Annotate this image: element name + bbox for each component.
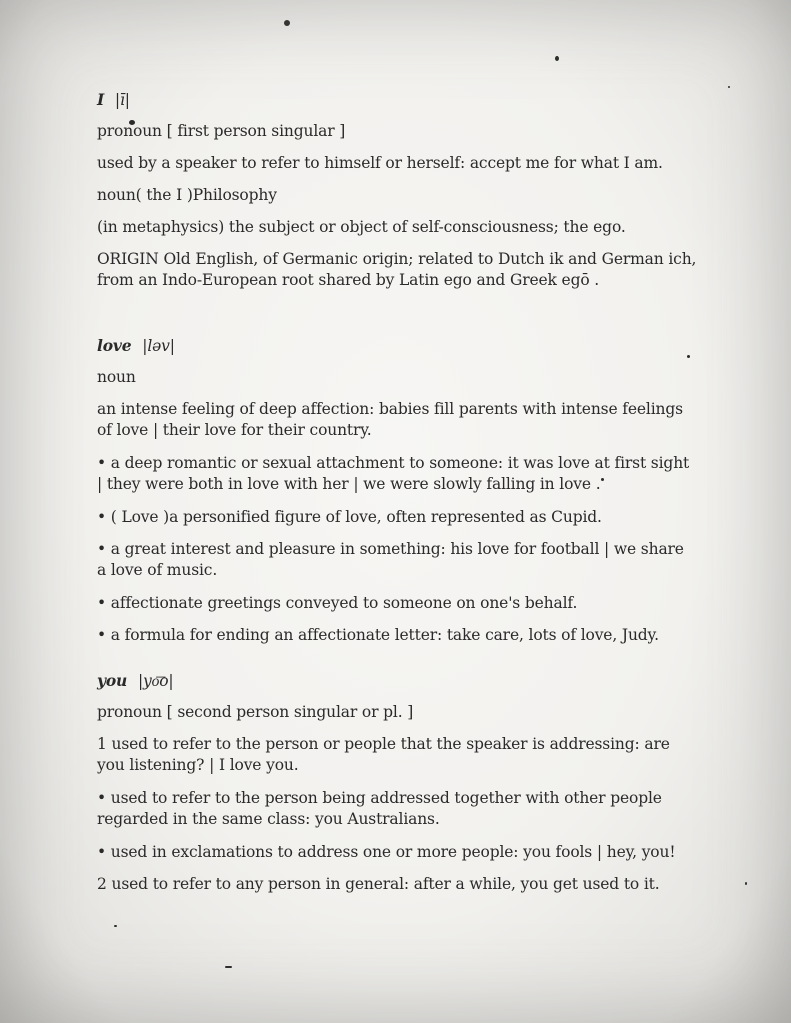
- headword-line-love: [97, 335, 697, 357]
- entry-love-line-1: noun: [97, 368, 136, 386]
- dust-speck: [555, 56, 559, 61]
- headword-line-i: [97, 89, 697, 111]
- entry-love-line-5: • a great interest and pleasure in something: his love for football | we share a love of music.: [97, 540, 684, 579]
- entry-love-line-4: • ( Love )a personified figure of love, often represented as Cupid.: [97, 508, 602, 526]
- dust-speck: [225, 966, 232, 968]
- entry-i-origin: ORIGIN Old English, of Germanic origin; related to Dutch ik and German ich, from an Indo-European root shared by Latin ego and Greek egō .: [97, 250, 697, 289]
- entry-you-line-2: 1 used to refer to the person or people that the speaker is addressing: are you listening? | I love you.: [97, 735, 670, 774]
- headword-line-you: [97, 670, 697, 692]
- entry-you-line-4: • used in exclamations to address one or more people: you fools | hey, you!: [97, 843, 676, 861]
- dust-speck: [114, 925, 117, 927]
- headword-you: you: [97, 671, 128, 690]
- entry-i-line-4: (in metaphysics) the subject or object of self-consciousness; the ego.: [97, 218, 626, 236]
- pronunciation-i: |ī|: [114, 91, 130, 109]
- entry-you-line-5: 2 used to refer to any person in general: after a while, you get used to it.: [97, 875, 660, 893]
- entry-i-line-2: used by a speaker to refer to himself or herself: accept me for what I am.: [97, 154, 663, 172]
- headword-love: love: [97, 336, 132, 355]
- dust-speck: [728, 86, 730, 88]
- dust-speck: [284, 20, 290, 26]
- entry-love-line-6: • affectionate greetings conveyed to someone on one's behalf.: [97, 594, 578, 612]
- headword-i: I: [97, 90, 105, 109]
- pronunciation-you: |yo͞o|: [137, 672, 174, 690]
- entry-i-line-1: pronoun [ first person singular ]: [97, 122, 346, 140]
- pronunciation-love: |ləv|: [142, 337, 175, 355]
- entry-love-line-7: • a formula for ending an affectionate letter: take care, lots of love, Judy.: [97, 626, 659, 644]
- entry-you-line-3: • used to refer to the person being addressed together with other people regarded in the same class: you Australians.: [97, 789, 662, 828]
- dust-speck: [745, 882, 747, 885]
- entry-love-line-3: • a deep romantic or sexual attachment to someone: it was love at first sight | they were both in love with her | we were slowly falling in love .: [97, 454, 690, 493]
- entry-you-line-1: pronoun [ second person singular or pl. ]: [97, 703, 414, 721]
- entry-i-line-3: noun( the I )Philosophy: [97, 186, 277, 204]
- entry-love-line-2: an intense feeling of deep affection: babies fill parents with intense feelings of love | their love for their country.: [97, 400, 683, 439]
